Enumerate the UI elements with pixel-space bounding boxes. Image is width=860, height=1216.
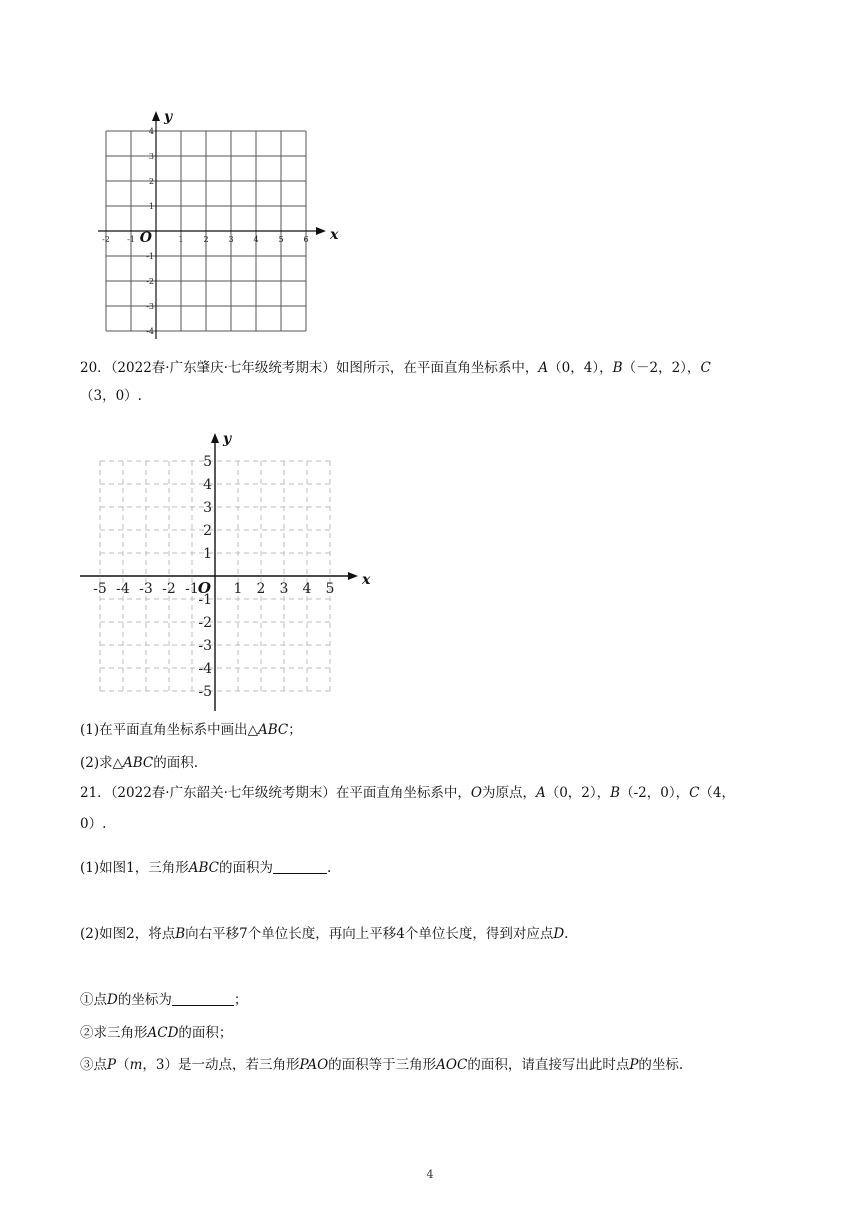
x-tick-label: 1 — [233, 581, 243, 597]
y-tick-label: 2 — [148, 176, 154, 186]
origin-label: O — [197, 579, 211, 597]
q21-part-1: (1)如图1，三角形ABC的面积为 . — [80, 860, 332, 876]
q20-part-1: (1)在平面直角坐标系中画出△ABC； — [80, 722, 302, 738]
x-tick-label: -2 — [102, 235, 110, 244]
x-tick-label: 5 — [325, 581, 335, 597]
q21-sub-1: ①点D的坐标为 ； — [80, 992, 248, 1008]
y-tick-label: 5 — [203, 453, 212, 470]
q20-stem-line-1: 20．（2022春·广东肇庆·七年级统考期末）如图所示，在平面直角坐标系中，A（0，4），B（－2，2），C — [80, 360, 711, 376]
coordinate-grid-figure-2 — [80, 418, 380, 713]
q20-source: （2022春·广东肇庆·七年级统考期末） — [110, 360, 336, 376]
x-axis-label: x — [330, 227, 339, 243]
y-tick-label: -2 — [146, 276, 154, 286]
point-c-label: C — [700, 360, 711, 376]
x-tick-label: -4 — [116, 581, 130, 597]
y-tick-label: -3 — [146, 301, 154, 311]
answer-blank-1[interactable] — [273, 859, 327, 874]
x-tick-label: 6 — [303, 235, 309, 244]
y-tick-label: 3 — [203, 499, 212, 516]
x-tick-label: 4 — [302, 581, 312, 597]
y-axis-arrow — [211, 433, 219, 443]
y-tick-label: 3 — [148, 151, 154, 161]
coordinate-grid-figure-1 — [80, 95, 340, 345]
q21-number: 21． — [80, 785, 111, 801]
q21-sub-2: ②求三角形ACD的面积； — [80, 1025, 233, 1041]
y-tick-label: -1 — [198, 591, 212, 608]
origin-label: O — [139, 230, 152, 246]
x-tick-label: -1 — [185, 581, 199, 597]
x-tick-label: 5 — [278, 235, 284, 244]
q21-stem-line-1: 21．（2022春·广东韶关·七年级统考期末）在平面直角坐标系中，O为原点，A（0，2），B（-2，0），C（4， — [80, 785, 736, 801]
x-tick-label: 4 — [253, 235, 259, 244]
y-tick-label: -3 — [198, 637, 212, 654]
x-axis-arrow — [316, 227, 326, 235]
y-axis-label: y — [223, 431, 232, 447]
answer-blank-2[interactable] — [172, 991, 234, 1006]
q21-stem-line-2: 0）. — [80, 816, 107, 832]
x-tick-label: 2 — [203, 235, 209, 244]
point-b-label: B — [612, 360, 623, 376]
x-tick-label: -2 — [162, 581, 176, 597]
q21-sub-3: ③点P（m，3）是一动点，若三角形PAO的面积等于三角形AOC的面积，请直接写出此时点P的坐标. — [80, 1057, 684, 1073]
y-tick-label: 4 — [148, 126, 154, 136]
y-axis-label: y — [164, 109, 173, 125]
y-tick-label: 1 — [148, 201, 154, 211]
q20-number: 20． — [80, 360, 111, 376]
x-tick-label: -3 — [139, 581, 153, 597]
y-axis-arrow — [152, 111, 160, 121]
y-tick-label: 4 — [203, 476, 212, 493]
x-axis-arrow — [348, 572, 358, 580]
x-tick-label: -1 — [127, 235, 135, 244]
y-tick-label: 2 — [203, 522, 212, 539]
q20-part-2: (2)求△ABC的面积. — [80, 755, 199, 771]
x-tick-label: 3 — [279, 581, 289, 597]
y-tick-label: 1 — [203, 545, 212, 562]
page-number: 4 — [426, 1168, 434, 1181]
point-a-label: A — [538, 360, 549, 376]
y-tick-label: -5 — [198, 683, 212, 700]
q21-source: （2022春·广东韶关·七年级统考期末） — [110, 785, 336, 801]
q20-stem-line-2: （3，0）. — [80, 388, 142, 404]
x-tick-label: 1 — [178, 235, 184, 244]
y-tick-label: -1 — [146, 251, 154, 261]
y-tick-label: -4 — [198, 660, 212, 677]
x-tick-label: 3 — [228, 235, 234, 244]
x-axis-label: x — [362, 572, 371, 588]
y-tick-label: -2 — [198, 614, 212, 631]
y-tick-label: -4 — [146, 326, 154, 336]
x-tick-label: -5 — [93, 581, 107, 597]
q21-part-2: (2)如图2，将点B向右平移7个单位长度，再向上平移4个单位长度，得到对应点D. — [80, 926, 569, 942]
x-tick-label: 2 — [256, 581, 266, 597]
